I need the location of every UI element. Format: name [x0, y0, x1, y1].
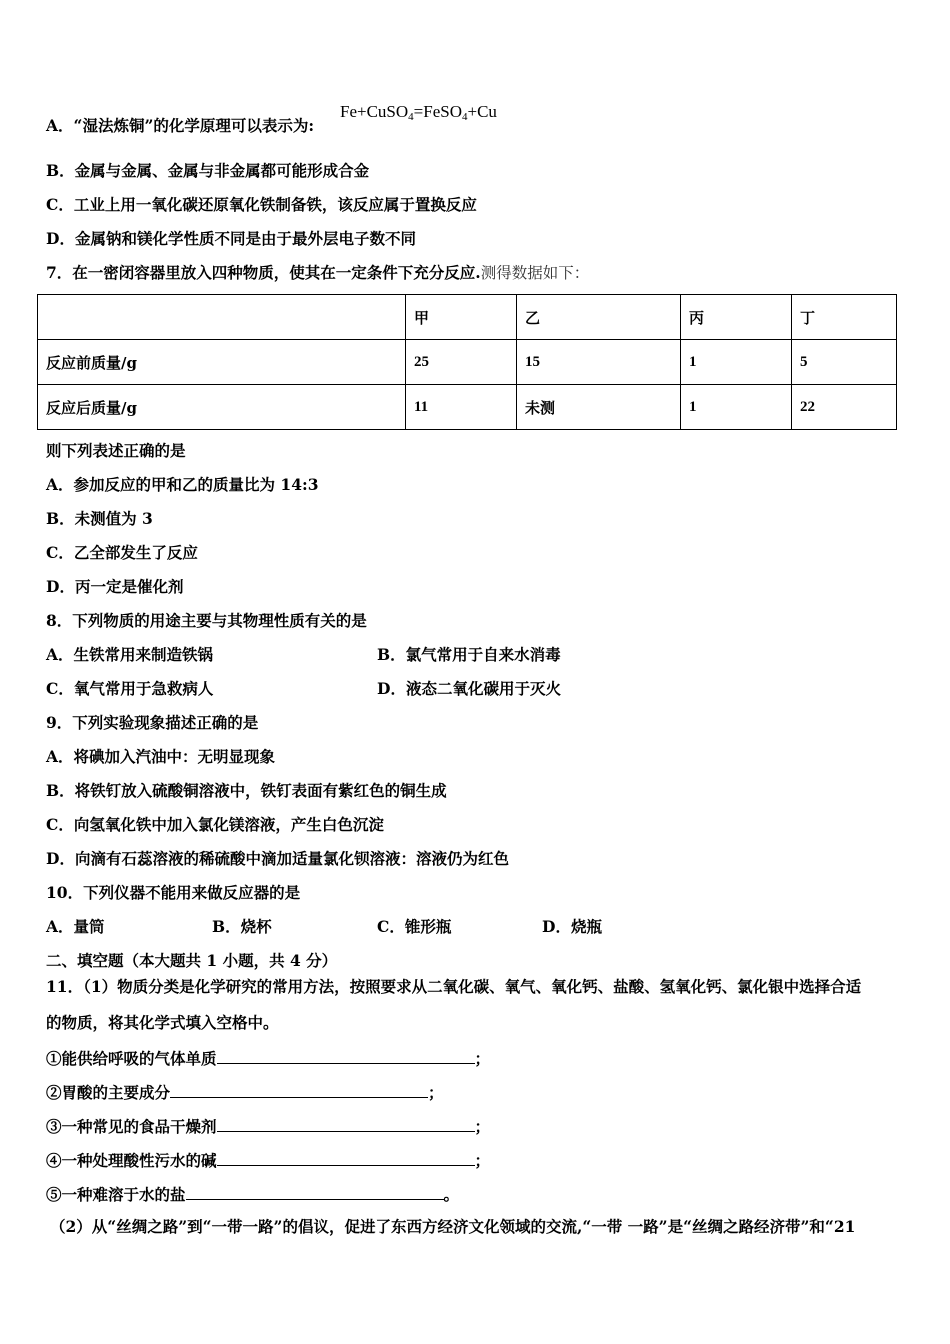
table-header-cell: 甲: [406, 295, 517, 340]
table-cell: 未测: [517, 385, 681, 430]
table-header-cell: 丁: [792, 295, 897, 340]
answer-blank[interactable]: [170, 1081, 428, 1098]
q7-option-a: A．参加反应的甲和乙的质量比为 14:3: [46, 475, 319, 494]
q7-prompt: 则下列表述正确的是: [46, 441, 186, 460]
q6-option-d: D．金属钠和镁化学性质不同是由于最外层电子数不同: [46, 229, 416, 248]
q7-data-table: [37, 294, 897, 430]
table-cell: 1: [681, 385, 792, 430]
q11-item-label: ③一种常见的食品干燥剂: [46, 1117, 217, 1136]
q9-option-b: B．将铁钉放入硫酸铜溶液中，铁钉表面有紫红色的铜生成: [46, 781, 447, 800]
q10-option-d: D．烧瓶: [542, 917, 602, 936]
table-header-cell: [38, 295, 406, 340]
q11-item-label: ①能供给呼吸的气体单质: [46, 1049, 217, 1068]
q11-item-4: ④一种处理酸性污水的碱 ；: [46, 1151, 491, 1170]
q11-item-2: ②胃酸的主要成分 ；: [46, 1083, 444, 1102]
table-cell: 25: [406, 340, 517, 385]
table-cell: 1: [681, 340, 792, 385]
q8-option-d: D．液态二氧化碳用于灭火: [377, 679, 561, 698]
q8-stem: 8．下列物质的用途主要与其物理性质有关的是: [46, 611, 367, 630]
q9-option-a: A．将碘加入汽油中：无明显现象: [46, 747, 276, 766]
q10-option-a: A．量筒: [46, 917, 105, 936]
answer-blank[interactable]: [186, 1183, 444, 1200]
table-cell: 5: [792, 340, 897, 385]
table-cell: 11: [406, 385, 517, 430]
answer-blank[interactable]: [217, 1149, 475, 1166]
q9-stem: 9．下列实验现象描述正确的是: [46, 713, 259, 732]
q8-option-c: C．氧气常用于急救病人: [46, 679, 214, 698]
q8-option-b: B．氯气常用于自来水消毒: [377, 645, 561, 664]
table-row: [38, 340, 897, 385]
q11-line1: 11．（1）物质分类是化学研究的常用方法，按照要求从二氧化碳、氧气、氧化钙、盐酸、氢氧化钙、氯化银中选择合适: [46, 977, 862, 996]
q7-option-b: B．未测值为 3: [46, 509, 153, 528]
table-header-cell: 乙: [517, 295, 681, 340]
table-row: [38, 385, 897, 430]
q11-item-5: ⑤一种难溶于水的盐 。: [46, 1185, 460, 1204]
section-title: 二、填空题（本大题共 1 小题，共 4 分）: [46, 951, 338, 970]
q10-stem: 10．下列仪器不能用来做反应器的是: [46, 883, 301, 902]
table-cell: 15: [517, 340, 681, 385]
q7-stem: 7．在一密闭容器里放入四种物质，使其在一定条件下充分反应.测得数据如下：: [46, 263, 590, 282]
q7-option-c: C．乙全部发生了反应: [46, 543, 198, 562]
answer-blank[interactable]: [217, 1047, 475, 1064]
table-cell: 反应后质量/g: [38, 385, 406, 430]
q11-item-label: ④一种处理酸性污水的碱: [46, 1151, 217, 1170]
answer-blank[interactable]: [217, 1115, 475, 1132]
q11-item-label: ⑤一种难溶于水的盐: [46, 1185, 186, 1204]
q11-item-3: ③一种常见的食品干燥剂 ；: [46, 1117, 491, 1136]
table-header-cell: 丙: [681, 295, 792, 340]
table-header-row: [38, 295, 897, 340]
q9-option-c: C．向氢氧化铁中加入氯化镁溶液，产生白色沉淀: [46, 815, 384, 834]
q11-part2: （2）从“丝绸之路”到“一带一路”的倡议，促进了东西方经济文化领域的交流,“一带 一路”是“丝绸之路经济带”和“21: [50, 1217, 856, 1236]
q9-option-d: D．向滴有石蕊溶液的稀硫酸中滴加适量氯化钡溶液：溶液仍为红色: [46, 849, 509, 868]
q6-option-b: B．金属与金属、金属与非金属都可能形成合金: [46, 161, 370, 180]
q11-item-label: ②胃酸的主要成分: [46, 1083, 171, 1102]
table-cell: 反应前质量/g: [38, 340, 406, 385]
q8-option-a: A．生铁常用来制造铁锅: [46, 645, 214, 664]
table-cell: 22: [792, 385, 897, 430]
q10-option-c: C．锥形瓶: [377, 917, 452, 936]
q6-option-c: C．工业上用一氧化碳还原氧化铁制备铁，该反应属于置换反应: [46, 195, 477, 214]
q6-option-a: [46, 116, 314, 136]
q7-option-d: D．丙一定是催化剂: [46, 577, 184, 596]
q11-line2: 的物质，将其化学式填入空格中。: [46, 1013, 279, 1032]
q6-option-a-formula: Fe+CuSO$_4$=FeSO$_4$+Cu: [340, 102, 497, 123]
q11-item-1: ①能供给呼吸的气体单质 ；: [46, 1049, 491, 1068]
q10-option-b: B．烧杯: [212, 917, 272, 936]
q7-stem-note: 测得数据如下：: [480, 264, 590, 282]
q6-option-a-label: A．“湿法炼铜”的化学原理可以表示为:: [46, 116, 315, 135]
